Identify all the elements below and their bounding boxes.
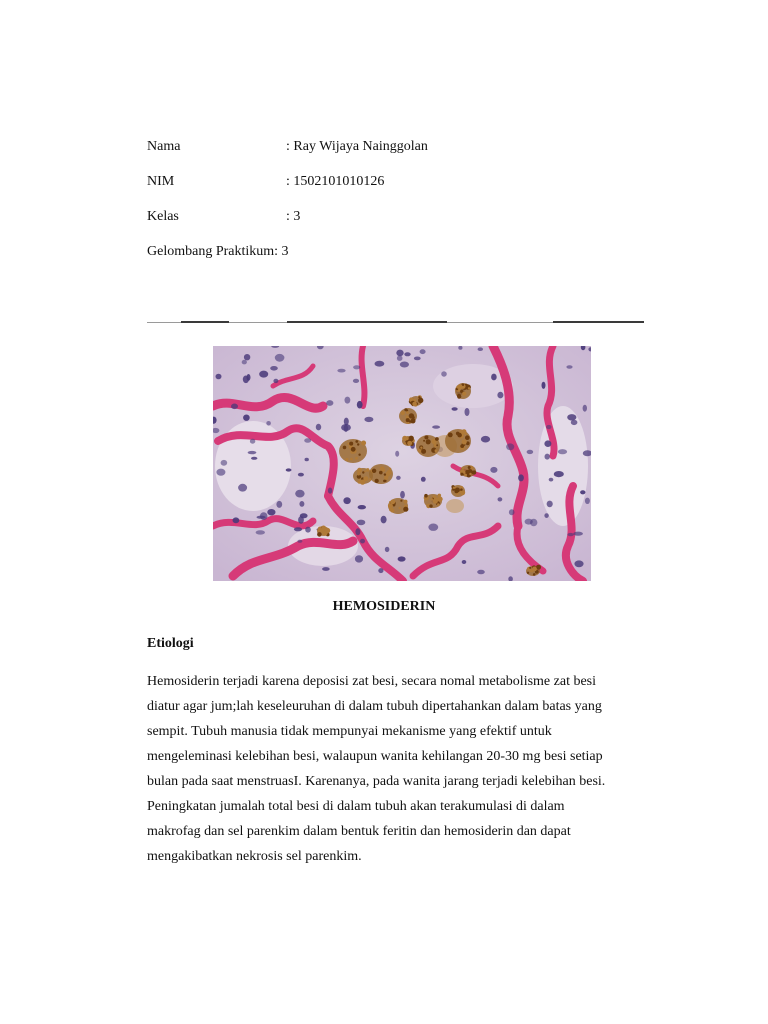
horizontal-divider (147, 322, 644, 323)
section-title: Etiologi (147, 636, 194, 651)
info-row-nim (147, 173, 384, 190)
info-row-gelombang (147, 243, 289, 260)
info-value: : 3 (274, 244, 289, 259)
body-text-line: Peningkatan jumalah total besi di dalam tubuh akan terakumulasi di dalam (147, 799, 565, 814)
body-text-line: mengeleminasi kelebihan besi, walaupun wanita kehilangan 20-30 mg besi setiap (147, 749, 603, 764)
info-value: : Ray Wijaya Nainggolan (286, 139, 428, 154)
info-value: : 1502101010126 (286, 174, 385, 189)
info-row-nama (147, 138, 428, 155)
body-text-line: mengakibatkan nekrosis sel parenkim. (147, 849, 362, 864)
body-text-line: sempit. Tubuh manusia tidak mempunyai mekanisme yang efektif untuk (147, 724, 552, 739)
hemosiderin-micrograph (213, 346, 591, 581)
figure-title: HEMOSIDERIN (332, 599, 436, 614)
info-label: Kelas (147, 209, 179, 224)
body-text-line: diatur agar jum;lah keseleuruhan di dalam tubuh dipertahankan dalam batas yang (147, 699, 602, 714)
info-row-kelas (147, 208, 300, 225)
info-value: : 3 (286, 209, 301, 224)
body-text-line: Hemosiderin terjadi karena deposisi zat besi, secara nomal metabolisme zat besi (147, 674, 597, 689)
body-text-line: makrofag dan sel parenkim dalam bentuk feritin dan hemosiderin dan dapat (147, 824, 571, 839)
info-label: Gelombang Praktikum (147, 244, 275, 259)
info-label: Nama (147, 139, 181, 154)
info-label: NIM (147, 174, 175, 189)
body-text-line: bulan pada saat menstruasI. Karenanya, pada wanita jarang terjadi kelebihan besi. (147, 774, 606, 789)
